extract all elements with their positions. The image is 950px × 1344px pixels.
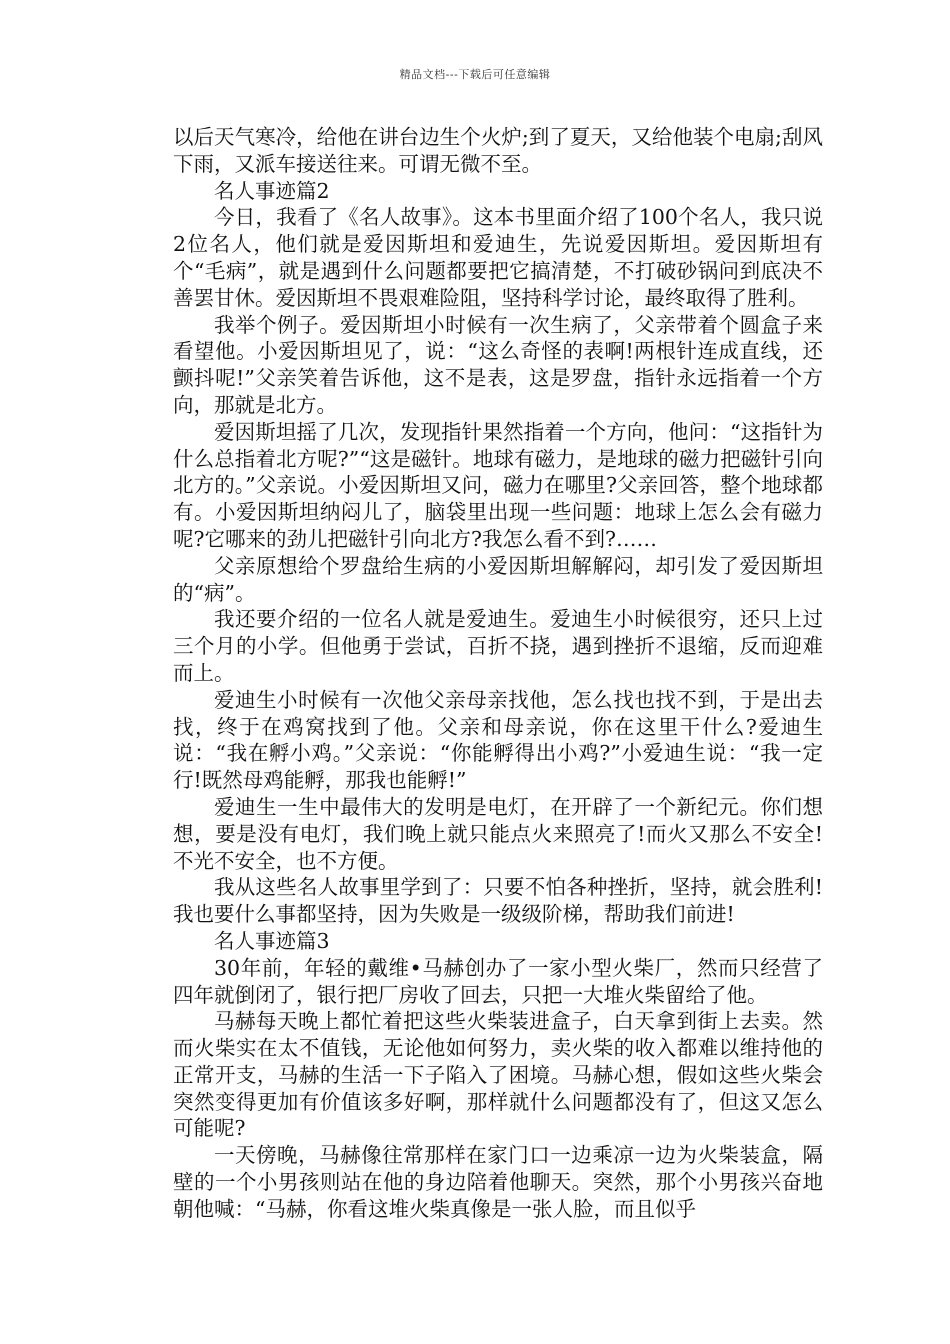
paragraph: 爱因斯坦摇了几次，发现指针果然指着一个方向，他问：“这指针为什么总指着北方呢?”“这是磁针。地球有磁力，是地球的磁力把磁针引向北方的。”父亲说。小爱因斯坦又问，磁力在哪里?父亲回答，整个地球都有。小爱因斯坦纳闷儿了，脑袋里出现一些问题：地球上怎么会有磁力呢?它哪来的劲儿把磁针引向北方?我怎么看不到?…… (173, 419, 823, 551)
paragraph: 今日，我看了《名人故事》。这本书里面介绍了100个名人，我只说2位名人，他们就是爱因斯坦和爱迪生，先说爱因斯坦。爱因斯坦有个“毛病”，就是遇到什么问题都要把它搞清楚，不打破砂锅问到底决不善罢甘休。爱因斯坦不畏艰难险阻，坚持科学讨论，最终取得了胜利。 (173, 205, 823, 310)
paragraph: 爱迪生小时候有一次他父亲母亲找他，怎么找也找不到，于是出去找，终于在鸡窝找到了他。父亲和母亲说，你在这里干什么?爱迪生说：“我在孵小鸡。”父亲说：“你能孵得出小鸡?”小爱迪生说：“我一定行!既然母鸡能孵，那我也能孵!” (173, 687, 823, 793)
document-body (173, 124, 823, 1223)
paragraph: 我从这些名人故事里学到了：只要不怕各种挫折，坚持，就会胜利!我也要什么事都坚持，因为失败是一级级阶梯，帮助我们前进! (173, 875, 823, 927)
paragraph: 父亲原想给个罗盘给生病的小爱因斯坦解解闷，却引发了爱因斯坦的“病”。 (173, 553, 823, 605)
paragraph: 我举个例子。爱因斯坦小时候有一次生病了，父亲带着个圆盒子来看望他。小爱因斯坦见了，说：“这么奇怪的表啊!两根针连成直线，还颤抖呢!”父亲笑着告诉他，这不是表，这是罗盘，指针永远指着一个方向，那就是北方。 (173, 312, 823, 417)
paragraph: 爱迪生一生中最伟大的发明是电灯，在开辟了一个新纪元。你们想想，要是没有电灯，我们晚上就只能点火来照亮了!而火又那么不安全!不光不安全，也不方便。 (173, 794, 823, 873)
paragraph: 名人事迹篇3 (214, 928, 330, 953)
paragraph: 我还要介绍的一位名人就是爱迪生。爱迪生小时候很穷，还只上过三个月的小学。但他勇于尝试，百折不挠，遇到挫折不退缩，反而迎难而上。 (173, 607, 823, 685)
paragraph: 马赫每天晚上都忙着把这些火柴装进盒子，白天拿到街上去卖。然而火柴实在太不值钱，无论他如何努力，卖火柴的收入都难以维持他的正常开支，马赫的生活一下子陷入了困境。马赫心想，假如这些火柴会突然变得更加有价值该多好啊，那样就什么问题都没有了，但这又怎么可能呢? (173, 1009, 823, 1141)
paragraph: 一天傍晚，马赫像往常那样在家门口一边乘凉一边为火柴装盒，隔壁的一个小男孩则站在他的身边陪着他聊天。突然，那个小男孩兴奋地朝他喊：“马赫，你看这堆火柴真像是一张人脸，而且似乎 (173, 1143, 823, 1221)
paragraph: 以后天气寒冷，给他在讲台边生个火炉;到了夏天，又给他装个电扇;刮风下雨，又派车接送往来。可谓无微不至。 (173, 125, 823, 176)
page-header: 精品文档---下载后可任意编辑 (399, 68, 551, 81)
paragraph: 30年前，年轻的戴维•马赫创办了一家小型火柴厂，然而只经营了四年就倒闭了，银行把厂房收了回去，只把一大堆火柴留给了他。 (173, 955, 823, 1007)
paragraph: 名人事迹篇2 (214, 178, 330, 203)
